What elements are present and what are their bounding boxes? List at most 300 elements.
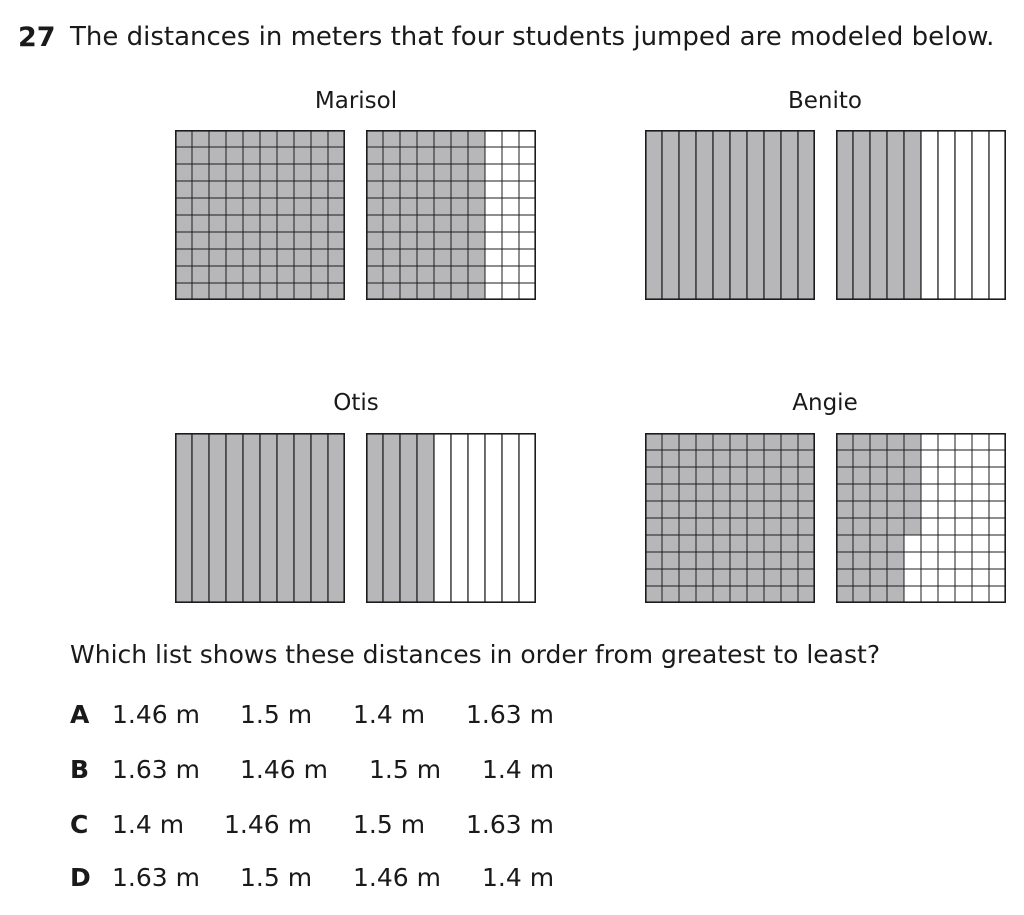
hundredth-cell	[887, 535, 904, 552]
hundredth-cell	[798, 484, 815, 501]
hundredth-cell	[887, 518, 904, 535]
hundredth-cell	[260, 249, 277, 266]
hundredth-cell	[328, 164, 345, 181]
hundredth-cell	[989, 484, 1006, 501]
hundredth-cell	[781, 552, 798, 569]
hundredth-cell	[328, 266, 345, 283]
hundredth-cell	[277, 130, 294, 147]
angie-grid-1	[645, 433, 815, 603]
hundredth-cell	[243, 164, 260, 181]
hundredth-cell	[662, 552, 679, 569]
choice-value: 1.5 m	[240, 863, 313, 892]
choice-letter: D	[70, 863, 91, 892]
answer-choice-d[interactable]	[70, 863, 590, 897]
tenth-column	[383, 433, 400, 603]
hundredth-cell	[747, 586, 764, 603]
hundredth-cell	[730, 484, 747, 501]
hundredth-cell	[226, 215, 243, 232]
hundredth-cell	[921, 484, 938, 501]
hundredth-cell	[972, 467, 989, 484]
hundredth-cell	[328, 147, 345, 164]
hundredth-cell	[696, 467, 713, 484]
hundredth-cell	[175, 283, 192, 300]
hundredth-cell	[519, 130, 536, 147]
hundredth-cell	[798, 467, 815, 484]
hundredth-cell	[887, 501, 904, 518]
hundredth-cell	[383, 147, 400, 164]
question-prompt: Which list shows these distances in order from greatest to least?	[70, 640, 881, 669]
hundredth-cell	[502, 232, 519, 249]
hundredth-cell	[502, 283, 519, 300]
hundredth-cell	[226, 249, 243, 266]
hundredth-cell	[383, 198, 400, 215]
hundredth-cell	[645, 552, 662, 569]
hundredth-cell	[921, 586, 938, 603]
tenth-column	[853, 130, 870, 300]
hundredth-cell	[209, 147, 226, 164]
hundredth-cell	[972, 501, 989, 518]
tenth-column	[747, 130, 764, 300]
hundredth-cell	[434, 198, 451, 215]
hundredth-cell	[328, 215, 345, 232]
choice-value: 1.4 m	[112, 810, 185, 839]
tenth-column	[798, 130, 815, 300]
hundredth-cell	[366, 232, 383, 249]
hundredth-cell	[400, 147, 417, 164]
hundredth-cell	[294, 232, 311, 249]
hundredth-cell	[904, 467, 921, 484]
hundredth-cell	[853, 467, 870, 484]
hundredth-cell	[764, 484, 781, 501]
hundredth-cell	[175, 164, 192, 181]
hundredth-cell	[730, 450, 747, 467]
hundredth-cell	[400, 215, 417, 232]
hundredth-cell	[260, 215, 277, 232]
hundredth-cell	[485, 283, 502, 300]
tenth-column	[870, 130, 887, 300]
hundredth-cell	[468, 215, 485, 232]
hundredth-cell	[679, 450, 696, 467]
hundredth-cell	[502, 147, 519, 164]
hundredth-cell	[696, 552, 713, 569]
hundredth-cell	[311, 181, 328, 198]
tenth-column	[662, 130, 679, 300]
answer-choice-c[interactable]	[70, 810, 590, 844]
hundredth-cell	[243, 215, 260, 232]
hundredth-cell	[955, 484, 972, 501]
hundredth-cell	[696, 450, 713, 467]
hundredth-cell	[519, 147, 536, 164]
hundredth-cell	[209, 249, 226, 266]
hundredth-cell	[989, 535, 1006, 552]
hundredth-cell	[277, 198, 294, 215]
hundredth-cell	[175, 232, 192, 249]
hundredth-cell	[383, 249, 400, 266]
hundredth-cell	[781, 518, 798, 535]
hundredth-cell	[468, 232, 485, 249]
hundredth-cell	[519, 181, 536, 198]
hundredth-cell	[485, 181, 502, 198]
choice-value: 1.5 m	[369, 755, 442, 784]
hundredth-cell	[175, 147, 192, 164]
hundredth-cell	[836, 586, 853, 603]
hundredth-cell	[662, 569, 679, 586]
hundredth-cell	[243, 249, 260, 266]
hundredth-cell	[485, 164, 502, 181]
hundredth-cell	[989, 501, 1006, 518]
choice-value: 1.46 m	[240, 755, 328, 784]
hundredth-cell	[696, 501, 713, 518]
hundredth-cell	[277, 164, 294, 181]
tenth-column	[468, 433, 485, 603]
hundredth-cell	[400, 266, 417, 283]
marisol-grid-2	[366, 130, 536, 300]
model-label-marisol: Marisol	[314, 88, 398, 114]
hundredth-cell	[781, 535, 798, 552]
hundredth-cell	[400, 130, 417, 147]
hundredth-cell	[243, 198, 260, 215]
hundredth-cell	[383, 181, 400, 198]
hundredth-cell	[277, 181, 294, 198]
hundredth-cell	[328, 198, 345, 215]
hundredth-cell	[836, 433, 853, 450]
tenth-column	[502, 433, 519, 603]
tenth-column	[400, 433, 417, 603]
hundredth-cell	[417, 130, 434, 147]
hundredth-cell	[836, 450, 853, 467]
hundredth-cell	[972, 586, 989, 603]
hundredth-cell	[781, 450, 798, 467]
hundredth-cell	[938, 535, 955, 552]
hundredth-cell	[434, 266, 451, 283]
tenth-column	[730, 130, 747, 300]
hundredth-cell	[226, 181, 243, 198]
hundredth-cell	[764, 569, 781, 586]
hundredth-cell	[451, 130, 468, 147]
hundredth-cell	[696, 569, 713, 586]
hundredth-cell	[904, 518, 921, 535]
hundredth-cell	[209, 215, 226, 232]
hundredth-cell	[645, 433, 662, 450]
tenth-column	[781, 130, 798, 300]
hundredth-cell	[679, 501, 696, 518]
hundredth-cell	[485, 232, 502, 249]
hundredth-cell	[400, 283, 417, 300]
hundredth-cell	[311, 232, 328, 249]
hundredth-cell	[502, 181, 519, 198]
hundredth-cell	[328, 130, 345, 147]
hundredth-cell	[662, 484, 679, 501]
hundredth-cell	[904, 433, 921, 450]
hundredth-cell	[192, 249, 209, 266]
hundredth-cell	[400, 232, 417, 249]
tenth-column	[192, 433, 209, 603]
hundredth-cell	[764, 501, 781, 518]
hundredth-cell	[192, 198, 209, 215]
hundredth-cell	[311, 198, 328, 215]
question-stem: The distances in meters that four students jumped are modeled below.	[70, 22, 995, 52]
hundredth-cell	[468, 283, 485, 300]
hundredth-cell	[366, 181, 383, 198]
hundredth-cell	[209, 232, 226, 249]
hundredth-cell	[328, 181, 345, 198]
tenth-column	[451, 433, 468, 603]
hundredth-cell	[277, 232, 294, 249]
hundredth-cell	[519, 215, 536, 232]
tenth-column	[989, 130, 1006, 300]
hundredth-cell	[328, 249, 345, 266]
hundredth-cell	[209, 164, 226, 181]
hundredth-cell	[836, 518, 853, 535]
answer-choice-b[interactable]	[70, 755, 590, 789]
hundredth-cell	[328, 283, 345, 300]
hundredth-cell	[383, 164, 400, 181]
hundredth-cell	[175, 215, 192, 232]
hundredth-cell	[853, 518, 870, 535]
hundredth-cell	[679, 467, 696, 484]
hundredth-cell	[798, 501, 815, 518]
hundredth-cell	[713, 450, 730, 467]
hundredth-cell	[955, 450, 972, 467]
hundredth-cell	[904, 535, 921, 552]
hundredth-cell	[972, 535, 989, 552]
hundredth-cell	[366, 266, 383, 283]
choice-letter: A	[70, 700, 90, 729]
hundredth-cell	[192, 215, 209, 232]
hundredth-cell	[175, 249, 192, 266]
hundredth-cell	[645, 467, 662, 484]
hundredth-cell	[192, 283, 209, 300]
hundredth-cell	[679, 535, 696, 552]
hundredth-cell	[870, 501, 887, 518]
hundredth-cell	[955, 433, 972, 450]
hundredth-cell	[485, 215, 502, 232]
hundredth-cell	[679, 569, 696, 586]
hundredth-cell	[209, 198, 226, 215]
hundredth-cell	[485, 249, 502, 266]
tenth-column	[328, 433, 345, 603]
hundredth-cell	[260, 198, 277, 215]
hundredth-cell	[781, 467, 798, 484]
tenth-column	[955, 130, 972, 300]
hundredth-cell	[294, 266, 311, 283]
hundredth-cell	[294, 283, 311, 300]
tenth-column	[175, 433, 192, 603]
hundredth-cell	[730, 569, 747, 586]
hundredth-cell	[921, 501, 938, 518]
choice-value: 1.63 m	[112, 863, 200, 892]
hundredth-cell	[870, 484, 887, 501]
hundredth-cell	[226, 198, 243, 215]
hundredth-cell	[366, 283, 383, 300]
hundredth-cell	[870, 586, 887, 603]
hundredth-cell	[662, 535, 679, 552]
hundredth-cell	[417, 147, 434, 164]
hundredth-cell	[451, 198, 468, 215]
hundredth-cell	[417, 283, 434, 300]
hundredth-cell	[366, 164, 383, 181]
hundredth-cell	[417, 266, 434, 283]
hundredth-cell	[730, 433, 747, 450]
hundredth-cell	[311, 266, 328, 283]
hundredth-cell	[870, 518, 887, 535]
hundredth-cell	[870, 552, 887, 569]
hundredth-cell	[294, 249, 311, 266]
hundredth-cell	[887, 467, 904, 484]
hundredth-cell	[434, 215, 451, 232]
hundredth-cell	[383, 266, 400, 283]
hundredth-cell	[328, 232, 345, 249]
hundredth-cell	[451, 164, 468, 181]
hundredth-cell	[921, 535, 938, 552]
hundredth-cell	[989, 569, 1006, 586]
hundredth-cell	[955, 586, 972, 603]
hundredth-cell	[645, 518, 662, 535]
hundredth-cell	[417, 232, 434, 249]
hundredth-cell	[451, 283, 468, 300]
model-label-benito: Benito	[788, 88, 862, 114]
choice-value: 1.5 m	[240, 700, 313, 729]
hundredth-cell	[870, 467, 887, 484]
hundredth-cell	[383, 283, 400, 300]
hundredth-cell	[645, 501, 662, 518]
hundredth-cell	[209, 130, 226, 147]
hundredth-cell	[679, 586, 696, 603]
hundredth-cell	[519, 198, 536, 215]
tenth-column	[485, 433, 502, 603]
hundredth-cell	[294, 147, 311, 164]
hundredth-cell	[451, 266, 468, 283]
hundredth-cell	[679, 518, 696, 535]
hundredth-cell	[921, 569, 938, 586]
hundredth-cell	[311, 164, 328, 181]
hundredth-cell	[679, 552, 696, 569]
hundredth-cell	[662, 501, 679, 518]
hundredth-cell	[645, 450, 662, 467]
hundredth-cell	[679, 484, 696, 501]
hundredth-cell	[781, 484, 798, 501]
hundredth-cell	[485, 147, 502, 164]
hundredth-cell	[434, 147, 451, 164]
hundredth-cell	[713, 484, 730, 501]
hundredth-cell	[226, 266, 243, 283]
hundredth-cell	[713, 569, 730, 586]
tenth-column	[887, 130, 904, 300]
hundredth-cell	[485, 266, 502, 283]
hundredth-cell	[645, 535, 662, 552]
hundredth-cell	[870, 450, 887, 467]
hundredth-cell	[502, 130, 519, 147]
hundredth-cell	[972, 552, 989, 569]
hundredth-cell	[713, 501, 730, 518]
hundredth-cell	[260, 130, 277, 147]
hundredth-cell	[383, 130, 400, 147]
hundredth-cell	[519, 232, 536, 249]
tenth-column	[679, 130, 696, 300]
hundredth-cell	[277, 147, 294, 164]
hundredth-cell	[747, 484, 764, 501]
hundredth-cell	[972, 518, 989, 535]
tenth-column	[938, 130, 955, 300]
hundredth-cell	[502, 164, 519, 181]
marisol-grid-1	[175, 130, 345, 300]
hundredth-cell	[887, 552, 904, 569]
choice-value: 1.4 m	[482, 863, 555, 892]
hundredth-cell	[468, 130, 485, 147]
hundredth-cell	[870, 569, 887, 586]
hundredth-cell	[798, 433, 815, 450]
hundredth-cell	[747, 501, 764, 518]
hundredth-cell	[870, 433, 887, 450]
hundredth-cell	[989, 450, 1006, 467]
choice-value: 1.46 m	[224, 810, 312, 839]
hundredth-cell	[277, 215, 294, 232]
hundredth-cell	[836, 569, 853, 586]
hundredth-cell	[836, 535, 853, 552]
hundredth-cell	[468, 266, 485, 283]
hundredth-cell	[972, 484, 989, 501]
hundredth-cell	[955, 518, 972, 535]
hundredth-cell	[938, 518, 955, 535]
tenth-column	[645, 130, 662, 300]
hundredth-cell	[798, 586, 815, 603]
hundredth-cell	[400, 181, 417, 198]
hundredth-cell	[662, 433, 679, 450]
hundredth-cell	[730, 535, 747, 552]
tenth-column	[226, 433, 243, 603]
hundredth-cell	[277, 266, 294, 283]
hundredth-cell	[713, 586, 730, 603]
hundredth-cell	[417, 215, 434, 232]
hundredth-cell	[747, 518, 764, 535]
choice-value: 1.63 m	[112, 755, 200, 784]
hundredth-cell	[468, 249, 485, 266]
hundredth-cell	[730, 518, 747, 535]
hundredth-cell	[853, 433, 870, 450]
hundredth-cell	[989, 433, 1006, 450]
hundredth-cell	[730, 552, 747, 569]
model-label-angie: Angie	[792, 390, 858, 416]
hundredth-cell	[311, 249, 328, 266]
hundredth-cell	[781, 586, 798, 603]
hundredth-cell	[451, 249, 468, 266]
hundredth-cell	[485, 130, 502, 147]
hundredth-cell	[243, 283, 260, 300]
hundredth-cell	[713, 535, 730, 552]
hundredth-cell	[747, 467, 764, 484]
hundredth-cell	[192, 147, 209, 164]
hundredth-cell	[853, 569, 870, 586]
hundredth-cell	[972, 433, 989, 450]
hundredth-cell	[747, 450, 764, 467]
hundredth-cell	[781, 569, 798, 586]
hundredth-cell	[260, 181, 277, 198]
choice-value: 1.46 m	[112, 700, 200, 729]
hundredth-cell	[311, 215, 328, 232]
hundredth-cell	[260, 232, 277, 249]
choice-letter: C	[70, 810, 89, 839]
hundredth-cell	[175, 266, 192, 283]
hundredth-cell	[502, 215, 519, 232]
hundredth-cell	[938, 569, 955, 586]
choice-letter: B	[70, 755, 90, 784]
hundredth-cell	[921, 433, 938, 450]
hundredth-cell	[904, 552, 921, 569]
model-label-otis: Otis	[333, 390, 379, 416]
hundredth-cell	[904, 501, 921, 518]
hundredth-cell	[989, 467, 1006, 484]
answer-choice-a[interactable]	[70, 700, 590, 734]
